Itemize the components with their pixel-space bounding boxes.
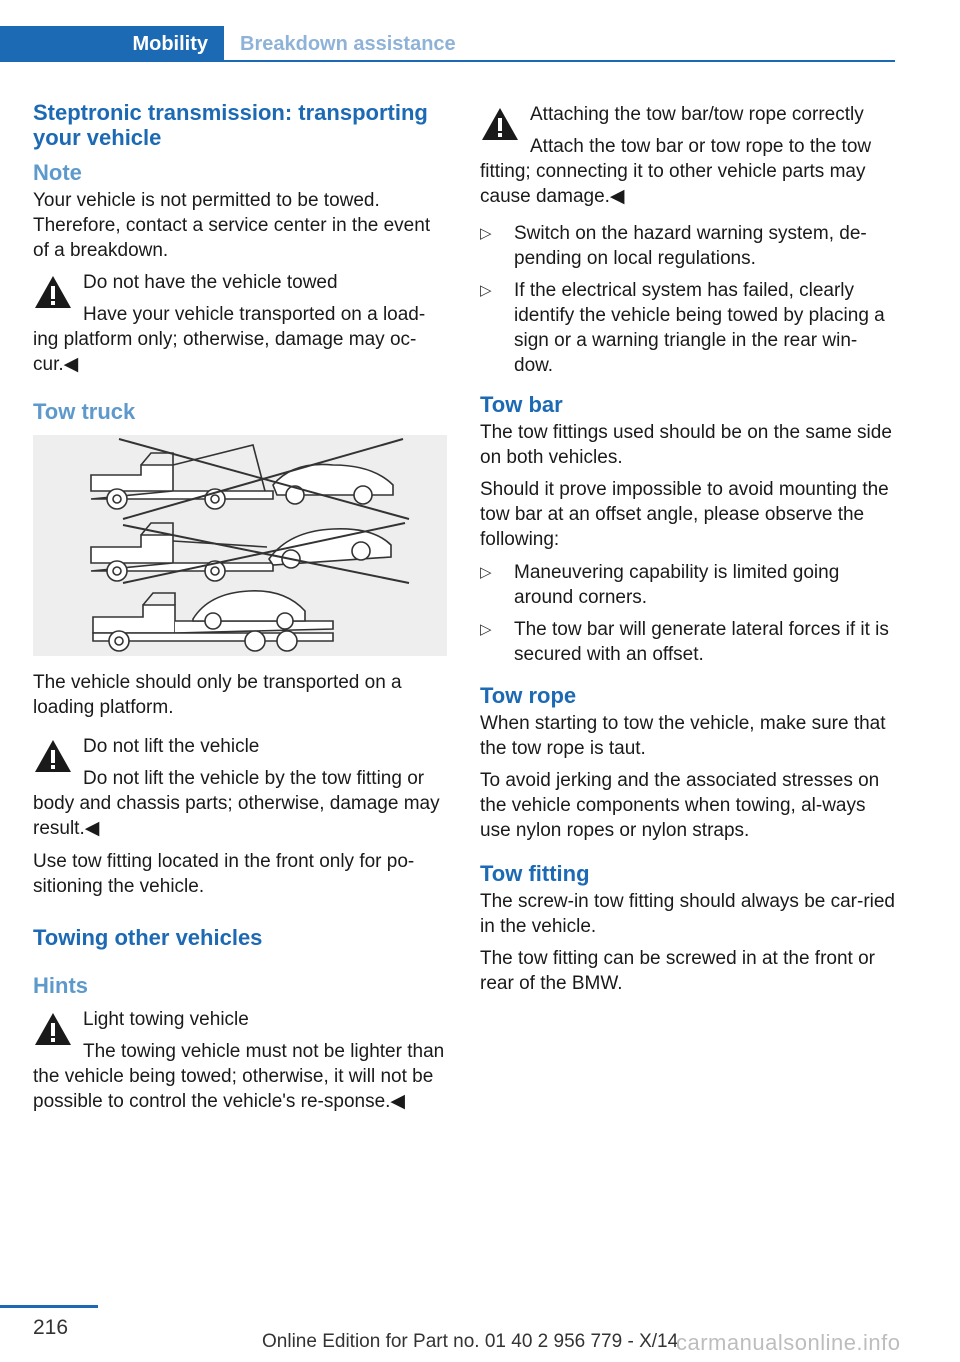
tab-mobility[interactable]: Mobility <box>0 26 224 62</box>
warning-attach-tow-bar <box>480 102 895 209</box>
warning-triangle-icon <box>480 106 520 142</box>
list-item-text: Switch on the hazard warning system, de‐pending on local regulations. <box>514 223 867 269</box>
warning-triangle-icon <box>33 738 73 774</box>
tow-bar-text-1: The tow fittings used should be on the same side on both vehicles. <box>480 422 892 468</box>
list-item <box>480 221 895 271</box>
warning-title: Do not have the vehicle towed <box>83 272 338 293</box>
warning-do-not-lift <box>33 734 446 841</box>
warning-title: Light towing vehicle <box>83 1009 249 1030</box>
tow-truck-diagram-icon <box>33 435 447 656</box>
bullet-list-tow-bar <box>480 560 895 667</box>
warning-body: Attach the tow bar or tow rope to the tow fitting; connecting it to other vehicle parts may cause damage.◀ <box>480 136 872 207</box>
left-column <box>33 100 446 1122</box>
subheading-towing-other-vehicles: Towing other vehicles <box>33 925 263 950</box>
note-text: Your vehicle is not permitted to be towed. Therefore, contact a service center in the event of a breakdown. <box>33 190 431 261</box>
bullet-list-towing-steps <box>480 221 895 378</box>
section-heading-steptronic: Steptronic transmission: transporting your vehicle <box>33 100 428 150</box>
subheading-tow-rope: Tow rope <box>480 683 577 708</box>
subheading-hints: Hints <box>33 973 88 998</box>
right-column <box>480 100 895 1003</box>
warning-do-not-tow <box>33 270 446 377</box>
subheading-tow-bar: Tow bar <box>480 392 563 417</box>
tow-fitting-text-1: The screw-in tow fitting should always be car‐ried in the vehicle. <box>480 891 896 937</box>
list-item <box>480 278 895 378</box>
subheading-note: Note <box>33 160 82 185</box>
warning-light-towing-vehicle <box>33 1007 446 1114</box>
subheading-tow-truck: Tow truck <box>33 399 136 424</box>
tow-rope-text-2: To avoid jerking and the associated stresses on the vehicle components when towing, al‐ways use nylon ropes or nylon straps. <box>480 770 880 841</box>
warning-title: Attaching the tow bar/tow rope correctly <box>530 104 864 125</box>
header-rule <box>0 60 895 62</box>
warning-body: The towing vehicle must not be lighter than the vehicle being towed; otherwise, it will not be possible to control the vehicle's re‐sponse.◀ <box>33 1041 445 1112</box>
tow-bar-text-2: Should it prove impossible to avoid mounting the tow bar at an offset angle, please observe the following: <box>480 479 889 550</box>
warning-body: Do not lift the vehicle by the tow fitting or body and chassis parts; otherwise, damage may result.◀ <box>33 768 440 839</box>
edition-text: Online Edition for Part no. 01 40 2 956 779 - X/14 <box>262 1331 679 1352</box>
footer-rule <box>0 1305 98 1308</box>
tow-fitting-note: Use tow fitting located in the front only for po‐sitioning the vehicle. <box>33 851 415 897</box>
watermark: carmanualsonline.info <box>676 1330 901 1355</box>
bullet-triangle-icon: ▷ <box>480 225 492 242</box>
page-number: 216 <box>33 1316 69 1339</box>
bullet-triangle-icon: ▷ <box>480 282 492 299</box>
list-item-text: The tow bar will generate lateral forces if it is secured with an offset. <box>514 619 889 665</box>
tow-truck-illustration <box>33 435 447 656</box>
bullet-triangle-icon: ▷ <box>480 564 492 581</box>
list-item <box>480 560 895 610</box>
page-header <box>0 26 895 62</box>
bullet-triangle-icon: ▷ <box>480 621 492 638</box>
tab-breakdown-assistance[interactable]: Breakdown assistance <box>240 33 456 55</box>
warning-body: Have your vehicle transported on a load‐ing platform only; otherwise, damage may oc‐cur.◀ <box>33 304 426 375</box>
tow-rope-text-1: When starting to tow the vehicle, make sure that the tow rope is taut. <box>480 713 886 759</box>
tow-truck-text: The vehicle should only be transported on a loading platform. <box>33 672 402 718</box>
list-item-text: If the electrical system has failed, clearly identify the vehicle being towed by placing a sign or a warning triangle in the rear win‐dow. <box>514 280 885 376</box>
warning-triangle-icon <box>33 274 73 310</box>
list-item <box>480 617 895 667</box>
subheading-tow-fitting: Tow fitting <box>480 861 590 886</box>
warning-triangle-icon <box>33 1011 73 1047</box>
tow-fitting-text-2: The tow fitting can be screwed in at the front or rear of the BMW. <box>480 948 875 994</box>
list-item-text: Maneuvering capability is limited going around corners. <box>514 562 840 608</box>
warning-title: Do not lift the vehicle <box>83 736 260 757</box>
